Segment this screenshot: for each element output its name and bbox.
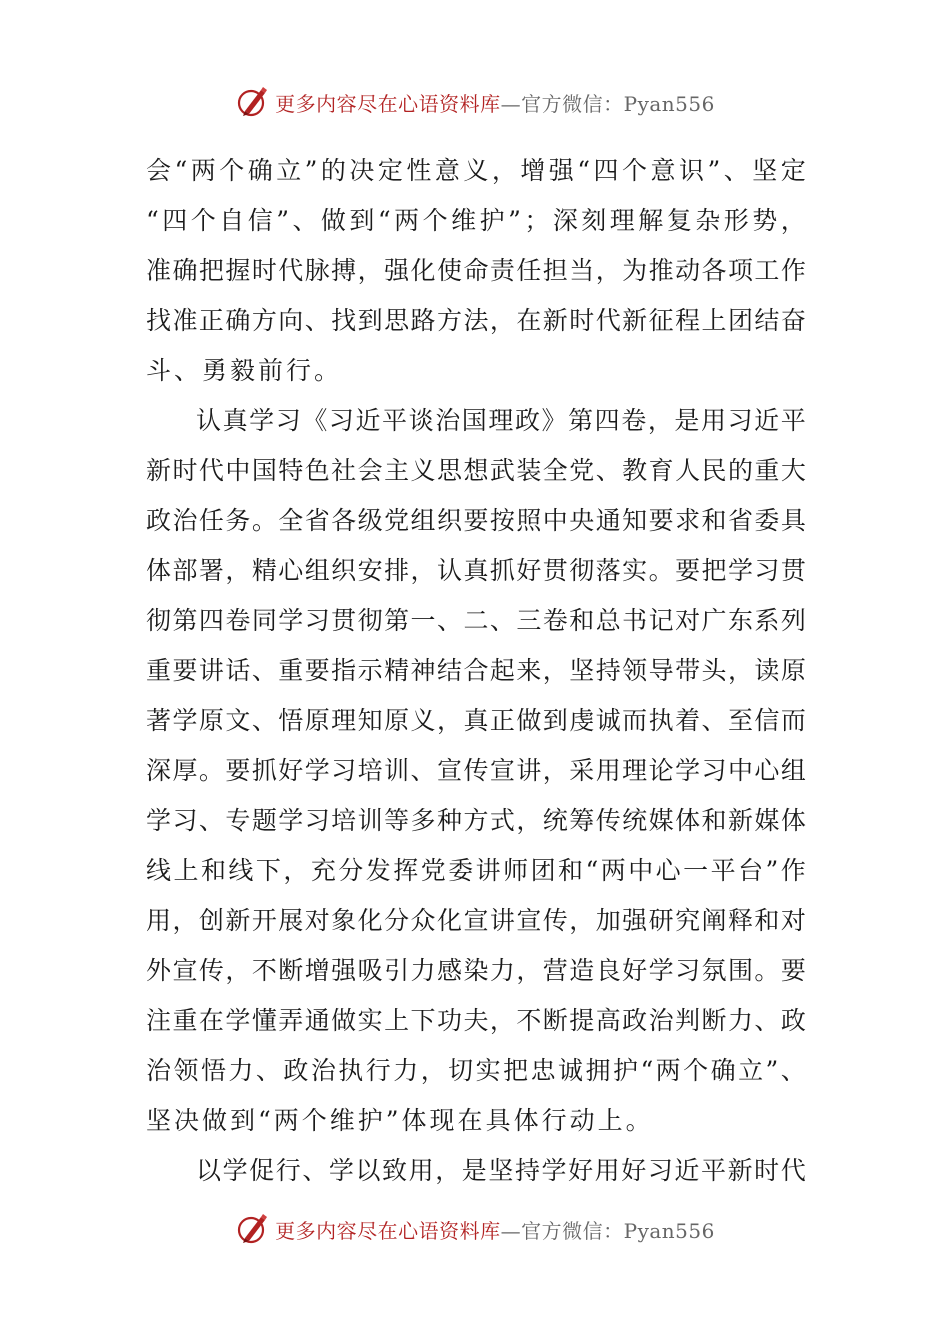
text-line: 政 治 任 务 。 全 省 各 级 党 组 织 要 按 照 中 央 通 知 要 求 和 省 委 具 — [146, 506, 806, 535]
text-line: 学 习 、 专 题 学 习 培 训 等 多 种 方 式 ， 统 筹 传 统 媒 体 和 新 媒 体 — [146, 806, 806, 835]
text-line: “ 四 个 自 信 ” 、 做 到 “ 两 个 维 护 ” ； 深 刻 理 解 复 杂 形 势 ， — [146, 206, 806, 235]
text-line: 用 ， 创 新 开 展 对 象 化 分 众 化 宣 讲 宣 传 ， 加 强 研 究 阐 释 和 对 — [146, 906, 806, 935]
pen-logo-icon — [235, 1211, 271, 1247]
paragraph-1 — [146, 146, 806, 396]
text-line: 彻 第 四 卷 同 学 习 贯 彻 第 一 、 二 、 三 卷 和 总 书 记 对 广 东 系 列 — [146, 606, 806, 635]
text-line: 准 确 把 握 时 代 脉 搏 ， 强 化 使 命 责 任 担 当 ， 为 推 动 各 项 工 作 — [146, 256, 806, 285]
text-line: 坚决做到“两个维护”体现在具体行动上。 — [146, 1106, 654, 1135]
text-line: 认 真 学 习 《 习 近 平 谈 治 国 理 政 》 第 四 卷 ， 是 用 习 近 平 — [196, 406, 806, 435]
text-line: 斗、勇毅前行。 — [146, 356, 343, 385]
text-line: 以 学 促 行 、 学 以 致 用 ， 是 坚 持 学 好 用 好 习 近 平 新 时 代 — [196, 1156, 806, 1185]
text-line: 重 要 讲 话 、 重 要 指 示 精 神 结 合 起 来 ， 坚 持 领 导 带 头 ， 读 原 — [146, 656, 806, 685]
watermark-text-red: 更多内容尽在心语资料库 — [275, 91, 501, 116]
text-line: 会 “ 两 个 确 立 ” 的 决 定 性 意 义 ， 增 强 “ 四 个 意 识 ” 、 坚 定 — [146, 156, 806, 185]
text-line: 治 领 悟 力 、 政 治 执 行 力 ， 切 实 把 忠 诚 拥 护 “ 两 个 确 立 ” 、 — [146, 1056, 806, 1085]
paragraph-2 — [146, 396, 806, 1146]
watermark-text-gray: —官方微信：Pyan556 — [500, 91, 715, 116]
watermark-text-gray: —官方微信：Pyan556 — [500, 1218, 715, 1243]
pen-logo-icon — [235, 84, 271, 120]
watermark-footer — [0, 1209, 950, 1249]
watermark-text-red: 更多内容尽在心语资料库 — [275, 1218, 501, 1243]
text-line: 外 宣 传 ， 不 断 增 强 吸 引 力 感 染 力 ， 营 造 良 好 学 习 氛 围 。 要 — [146, 956, 806, 985]
text-line: 著 学 原 文 、 悟 原 理 知 原 义 ， 真 正 做 到 虔 诚 而 执 着 、 至 信 而 — [146, 706, 806, 735]
document-body — [146, 146, 806, 1196]
watermark-header — [0, 82, 950, 122]
text-line: 线 上 和 线 下 ， 充 分 发 挥 党 委 讲 师 团 和 “ 两 中 心 一 平 台 ” 作 — [146, 856, 806, 885]
text-line: 深 厚 。 要 抓 好 学 习 培 训 、 宣 传 宣 讲 ， 采 用 理 论 学 习 中 心 组 — [146, 756, 806, 785]
text-line: 体 部 署 ， 精 心 组 织 安 排 ， 认 真 抓 好 贯 彻 落 实 。 要 把 学 习 贯 — [146, 556, 806, 585]
text-line: 新 时 代 中 国 特 色 社 会 主 义 思 想 武 装 全 党 、 教 育 人 民 的 重 大 — [146, 456, 806, 485]
text-line: 注 重 在 学 懂 弄 通 做 实 上 下 功 夫 ， 不 断 提 高 政 治 判 断 力 、 政 — [146, 1006, 806, 1035]
text-line: 找 准 正 确 方 向 、 找 到 思 路 方 法 ， 在 新 时 代 新 征 程 上 团 结 奋 — [146, 306, 806, 335]
paragraph-3 — [146, 1146, 806, 1196]
